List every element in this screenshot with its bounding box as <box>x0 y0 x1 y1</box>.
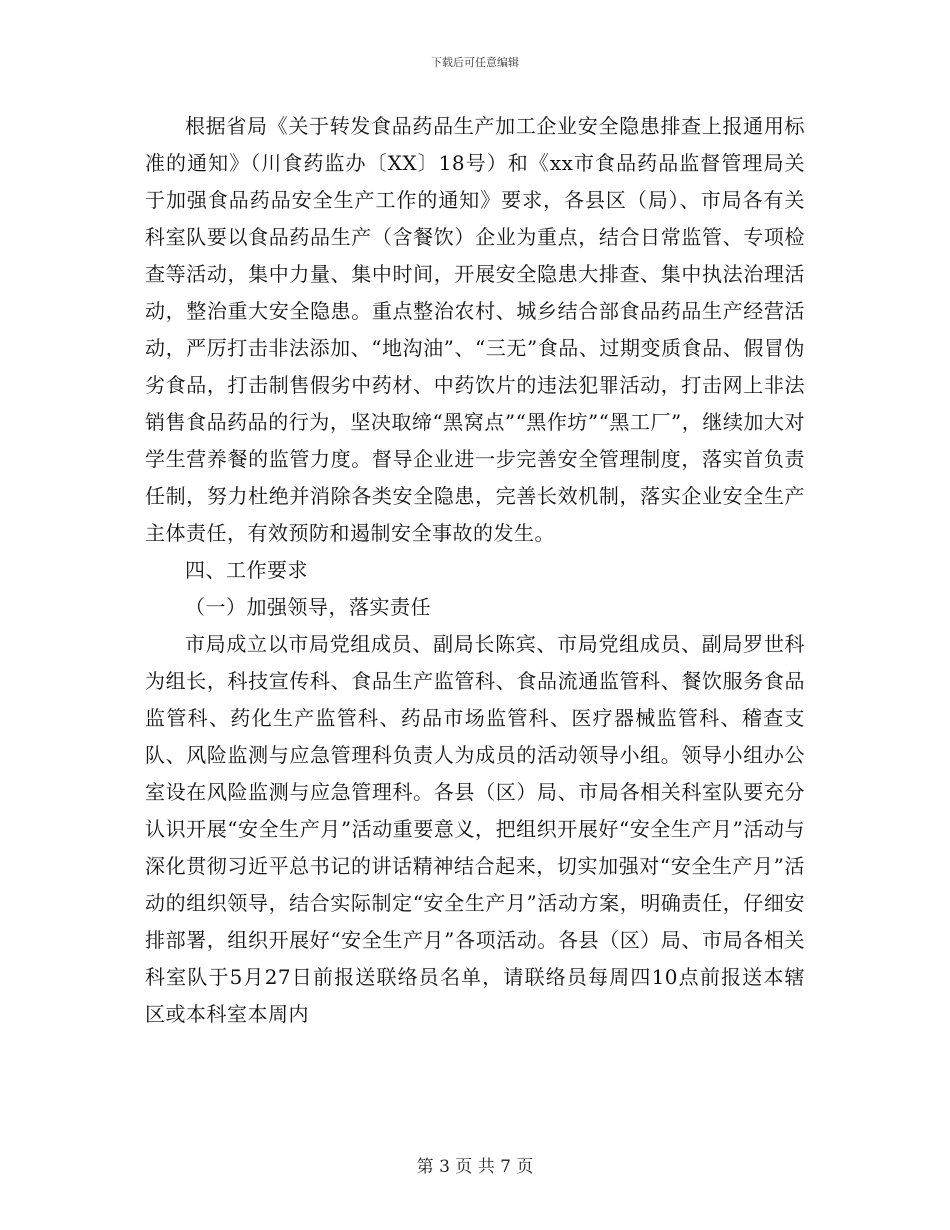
paragraph-rectification: 根据省局《关于转发食品药品生产加工企业安全隐患排查上报通用标准的通知》（川食药监办〔XX〕18号）和《xx市食品药品监督管理局关于加强食品药品安全生产工作的通知》要求，各县区（局）、市局各有关科室队要以食品药品生产（含餐饮）企业为重点，结合日常监管、专项检查等活动，集中力量、集中时间，开展安全隐患大排查、集中执法治理活动，整治重大安全隐患。重点整治农村、城乡结合部食品药品生产经营活动，严厉打击非法添加、“地沟油”、“三无”食品、过期变质食品、假冒伪劣食品，打击制售假劣中药材、中药饮片的违法犯罪活动，打击网上非法销售食品药品的行为，坚决取缔“黑窝点”“黑作坊”“黑工厂”，继续加大对学生营养餐的监管力度。督导企业进一步完善安全管理制度，落实首负责任制，努力杜绝并消除各类安全隐患，完善长效机制，落实企业安全生产主体责任，有效预防和遏制安全事故的发生。 <box>145 114 805 545</box>
document-body <box>145 108 805 1033</box>
page-number-footer: 第 3 页 共 7 页 <box>416 1157 534 1177</box>
paragraph-leadership-group: 市局成立以市局党组成员、副局长陈宾、市局党组成员、副局罗世科为组长，科技宣传科、食品生产监管科、食品流通监管科、餐饮服务食品监管科、药化生产监管科、药品市场监管科、医疗器械监管科、稽查支队、风险监测与应急管理科负责人为成员的活动领导小组。领导小组办公室设在风险监测与应急管理科。各县（区）局、市局各相关科室队要充分认识开展“安全生产月”活动重要意义，把组织开展好“安全生产月”活动与深化贯彻习近平总书记的讲话精神结合起来，切实加强对“安全生产月”活动的组织领导，结合实际制定“安全生产月”活动方案，明确责任，仔细安排部署，组织开展好“安全生产月”各项活动。各县（区）局、市局各相关科室队于5月27日前报送联络员名单，请联络员每周四10点前报送本辖区或本科室本周内 <box>145 632 805 1026</box>
page-header: 下载后可任意编辑 <box>431 56 519 69</box>
section-heading-work-requirements: 四、工作要求 <box>185 558 308 582</box>
subsection-heading-leadership: （一）加强领导，落实责任 <box>185 595 431 619</box>
